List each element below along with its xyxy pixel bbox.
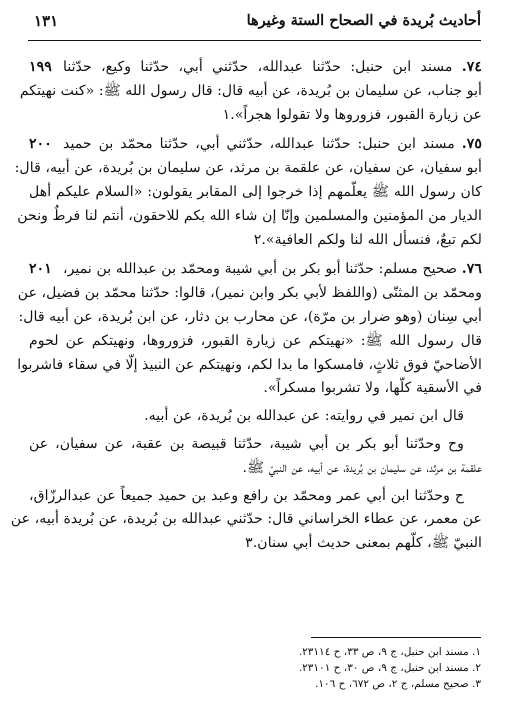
entry-line: في الأسقية كلّها، ولا تشربوا مسكراً». [263,380,482,397]
entry-number: ٧٥. [461,136,482,153]
entry-line: ومحمّد بن المثنّى (واللفظ لأبي بكر وابن نمير)، قالوا: حدّثنا محمّد بن فضيل، عن [17,285,482,302]
narration-line: عن معمر، عن عطاء الخراساني قال: حدّثني عبدالله بن بُريدة، عن بُريدة أبيه، عن [10,511,482,528]
page-body [10,56,482,556]
entry-line: أبي سِنان (وهو ضرار بن مرّة)، عن محارب بن دثار، عن ابن بُريدة، عن أبيه قال: [18,308,482,325]
hadith-entry-75 [14,133,482,252]
footnotes [28,637,481,692]
footnote-list [28,644,481,692]
entry-line [29,258,482,282]
entry-line-text: صحيح مسلم: حدّثنا أبو بكر بن أبي شيبة ومحمّد بن عبدالله بن نمير، [63,261,458,278]
entry-number: ٧٤. [461,59,482,75]
entry-side-number: ١٩٩ [29,59,52,75]
running-title: أحاديث بُريدة في الصحاح الستة وغيرها [246,12,481,29]
narration-note [29,405,482,429]
hadith-entry-74 [19,56,482,127]
narration-line: علقمة بن مرثد، عن سليمان بن بُريدة، عن أبيه، عن النبيّ ﷺ. [242,459,482,476]
entry-side-number: ٢٠١ [29,261,52,278]
footnote-rule [311,637,481,638]
entry-line-text: مسند ابن حنبل: حدّثنا عبدالله، حدّثني أبي، حدّثنا وكيع، حدّثنا [63,59,453,75]
entry-line [29,56,482,80]
entry-line: الديار من المؤمنين والمسلمين وإنّا إن شاء الله بكم للاحقون، أنتم لنا فرطٌ ونحن [17,207,482,224]
narration-chain [29,433,482,481]
hadith-entry-76 [17,258,482,401]
footnote-item: ٣. صحيح مسلم، ج ٢، ص ٦٧٢، ح ١٠٦. [314,678,481,690]
entry-line: لكم تبعٌ، فنسأل الله لنا ولكم العافية».٢ [253,231,482,248]
entry-line: قال رسول الله ﷺ: «نهيتكم عن زيارة القبور، فزوروها، ونهيتكم عن لحوم [29,332,482,349]
entry-line: عن زيارة القبور، فزوروها ولا تقولوا هجراً».١ [222,106,482,123]
entry-side-number: ٢٠٠ [29,136,52,153]
narration-chain [10,485,482,556]
entry-line: أبو سفيان، عن سفيان، عن علقمة بن مرثد، عن سليمان بن بُريدة، عن أبيه، قال: [14,160,482,177]
narration-line: النبيّ ﷺ، كلّهم بمعنى حديث أبي سنان.٣ [245,535,482,552]
footnote-item: ١. مسند ابن حنبل، ج ٩، ص ٣٣، ح ٢٣١١٤. [298,646,481,658]
header-rule [28,40,481,41]
entry-line: الأضاحيّ فوق ثلاثٍ، فامسكوا ما بدا لكم، ونهيتكم عن النبيذ إلّا في سقاء فاشربوا [17,356,482,373]
entry-line [29,133,482,157]
footnote-item: ٢. مسند ابن حنبل، ج ٩، ص ٣٠، ح ٢٣١٠١. [298,662,481,674]
entry-number: ٧٦. [461,261,482,278]
page-number: ١٣١ [34,12,59,30]
narration-line: قال ابن نمير في روايته: عن عبدالله بن بُريدة، عن أبيه. [144,408,464,425]
entry-line-text: مسند ابن حنبل: حدّثنا عبدالله، حدّثني أبي، حدّثنا محمّد بن حميد [63,136,455,153]
page-header [28,12,481,34]
narration-line: ح وحدّثنا ابن أبي عمر ومحمّد بن رافع وعبد بن حميد جميعاً عن عبدالرزّاق، [29,487,464,504]
narration-line: وح وحدّثنا أبو بكر بن أبي شيبة، حدّثنا قبيصة بن عقبة، عن سفيان، عن [29,435,464,452]
entry-line: أبو جناب، عن سليمان بن بُريدة، عن أبيه قال: قال رسول الله ﷺ: «كنت نهيتكم [19,82,482,99]
entry-line: كان رسول الله ﷺ يعلّمهم إذا خرجوا إلى المقابر يقولون: «السلام عليكم أهل [29,183,482,200]
